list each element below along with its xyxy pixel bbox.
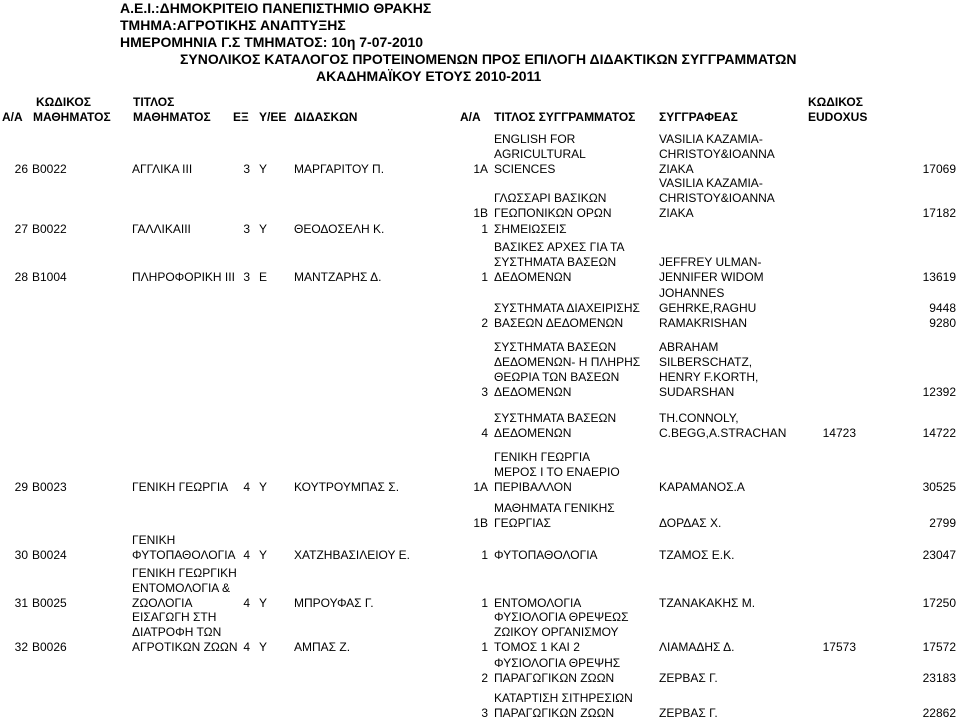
- course-type-line: Υ: [259, 222, 268, 236]
- course-title-line: ΦΥΤΟΠΑΘΟΛΟΓΙΑ: [132, 548, 236, 562]
- book-title-line: ΦΥΣΙΟΛΟΓΙΑ ΘΡΕΨΗΣ: [494, 656, 621, 670]
- book-title-line: ΣΥΣΤΗΜΑΤΑ ΒΑΣΕΩΝ: [494, 411, 617, 425]
- book-title-line: ΔΕΔΟΜΕΝΩΝ- Η ΠΛΗΡΗΣ: [494, 355, 641, 369]
- book-title-line: ΠΑΡΑΓΩΓΙΚΩΝ ΖΩΩΝ: [494, 706, 615, 720]
- teacher-name: [294, 596, 444, 611]
- book-title-line: ΔΕΔΟΜΕΝΩΝ: [494, 385, 572, 399]
- row-number-line: 29: [14, 480, 28, 494]
- course-title-line: ΠΛΗΡΟΦΟΡΙΚΗ ΙΙΙ: [132, 270, 235, 284]
- course-code-line: Β0022: [32, 162, 67, 176]
- document-title: ΣΥΝΟΛΙΚΟΣ ΚΑΤΑΛΟΓΟΣ ΠΡΟΤΕΙΝΟΜΕΝΩΝ ΠΡΟΣ ΕΠΙΛΟΓΗ ΔΙΔΑΚΤΙΚΩΝ ΣΥΓΓΡΑΜΜΑΤΩΝ: [180, 51, 797, 67]
- course-type: [259, 270, 287, 285]
- book-title-line: ΠΕΡΙΒΑΛΛΟΝ: [494, 480, 572, 494]
- book-title: [494, 596, 656, 611]
- book-authors-line: VASILIA KAZAMIA-: [659, 132, 763, 146]
- book-title-line: ΒΑΣΕΩΝ ΔΕΔΟΜΕΝΩΝ: [494, 316, 624, 330]
- book-authors-line: JEFFREY ULMAN-: [659, 255, 762, 269]
- eudoxus-code-line: 14722: [922, 426, 956, 440]
- teacher-name-line: ΘΕΟΔΟΣΕΛΗ Κ.: [294, 222, 385, 236]
- teacher-name-line: ΧΑΤΖΗΒΑΣΙΛΕΙΟΥ Ε.: [294, 548, 410, 562]
- book-authors: [659, 176, 799, 221]
- academic-year: ΑΚΑΔΗΜΑΪΚΟΥ ΕΤΟΥΣ 2010-2011: [316, 68, 542, 84]
- eudoxus-code: [856, 162, 956, 177]
- book-authors-line: ΤΖΑΝΑΚΑΚΗΣ Μ.: [659, 596, 756, 610]
- book-title-line: ΓΕΩΠΟΝΙΚΩΝ ΟΡΩΝ: [494, 206, 612, 220]
- eudoxus-code: [856, 270, 956, 285]
- row-number-line: 32: [14, 640, 28, 654]
- book-authors: [659, 340, 799, 400]
- course-code: [32, 596, 122, 611]
- book-title-line: ΖΩΙΚΟΥ ΟΡΓΑΝΙΣΜΟΥ: [494, 625, 619, 639]
- book-title-line: ΓΕΩΡΓΙΑΣ: [494, 516, 551, 530]
- book-title-line: ΣΥΣΤΗΜΑΤΑ ΔΙΑΧΕΙΡΙΣΗΣ: [494, 301, 640, 315]
- course-title: [132, 610, 238, 655]
- book-title-line: ΦΥΣΙΟΛΟΓΙΑ ΘΡΕΨΕΩΣ: [494, 610, 629, 624]
- book-title-line: ΚΑΤΑΡΤΙΣΗ ΣΙΤΗΡΕΣΙΩΝ: [494, 691, 633, 705]
- row-number: [0, 270, 28, 285]
- semester-line: 4: [243, 548, 250, 562]
- book-title: [494, 240, 656, 285]
- eudoxus-code-line: 22862: [922, 706, 956, 720]
- col-title-line1: ΤΙΤΛΟΣ: [133, 95, 175, 109]
- eudoxus-code: [856, 426, 956, 441]
- book-authors-line: ΚΑΡΑΜΑΝΟΣ.Α: [659, 480, 745, 494]
- book-authors-line: GEHRKE,RAGHU: [659, 301, 757, 315]
- course-code: [32, 640, 122, 655]
- book-title-line: ΜΑΘΗΜΑΤΑ ΓΕΝΙΚΗΣ: [494, 501, 615, 515]
- semester-line: 4: [243, 480, 250, 494]
- book-number-line: 1Α: [473, 162, 488, 176]
- book-authors-line: HENRY F.KORTH,: [659, 370, 759, 384]
- book-authors: [659, 411, 799, 441]
- semester-line: 3: [243, 270, 250, 284]
- course-title-line: ΓΕΝΙΚΗ ΓΕΩΡΓΙΑ: [132, 480, 229, 494]
- book-authors-line: JOHANNES: [659, 286, 725, 300]
- course-title-line: ΓΕΝΙΚΗ ΓΕΩΡΓΙΚΗ: [132, 566, 237, 580]
- book-number: [446, 426, 488, 441]
- col-ex: ΕΞ: [233, 110, 249, 124]
- course-type-line: Ε: [259, 270, 268, 284]
- book-title-line: ENGLISH FOR: [494, 132, 576, 146]
- eudoxus-code-line: 2799: [929, 516, 956, 530]
- col-eudoxus-line1: ΚΩΔΙΚΟΣ: [808, 95, 863, 109]
- book-title-line: ΓΛΩΣΣΑΡΙ ΒΑΣΙΚΩΝ: [494, 191, 607, 205]
- teacher-name: [294, 222, 444, 237]
- teacher-name: [294, 270, 444, 285]
- book-title: [494, 340, 656, 400]
- book-title-line: ΠΑΡΑΓΩΓΙΚΩΝ ΖΩΩΝ: [494, 671, 615, 685]
- book-title-line: ΒΑΣΙΚΕΣ ΑΡΧΕΣ ΓΙΑ ΤΑ: [494, 240, 625, 254]
- semester-line: 3: [243, 162, 250, 176]
- eudoxus-code: [856, 706, 956, 721]
- book-authors: [659, 132, 799, 177]
- row-number-line: 27: [14, 222, 28, 236]
- teacher-name: [294, 480, 444, 495]
- book-authors: [659, 480, 799, 495]
- book-title: [494, 691, 656, 721]
- book-authors: [659, 516, 799, 531]
- book-title-line: ΜΕΡΟΣ Ι ΤΟ ΕΝΑΕΡΙΟ: [494, 465, 620, 479]
- book-authors-line: TH.CONNOLY,: [659, 411, 739, 425]
- book-number: [446, 480, 488, 495]
- semester: [232, 640, 250, 655]
- course-title-line: ΓΑΛΛΙΚΑΙΙΙ: [132, 222, 191, 236]
- book-title-line: AGRICULTURAL: [494, 147, 586, 161]
- teacher-name: [294, 162, 444, 177]
- course-title-line: ΓΕΝΙΚΗ: [132, 533, 176, 547]
- semester: [232, 162, 250, 177]
- book-authors-line: ABRAHAM: [659, 340, 719, 354]
- row-number: [0, 162, 28, 177]
- book-number-line: 1Β: [473, 206, 488, 220]
- course-title: [132, 533, 236, 563]
- book-title-line: ΣΗΜΕΙΩΣΕΙΣ: [494, 222, 567, 236]
- teacher-name: [294, 640, 444, 655]
- book-number-line: 3: [481, 706, 488, 720]
- course-code-line: Β0024: [32, 548, 67, 562]
- book-number: [446, 162, 488, 177]
- eudoxus-code-line: 17572: [922, 640, 956, 654]
- book-number-line: 1: [481, 640, 488, 654]
- teacher-name-line: ΜΑΡΓΑΡΙΤΟΥ Π.: [294, 162, 385, 176]
- book-title: [494, 656, 656, 686]
- book-number: [446, 596, 488, 611]
- book-authors-line: VASILIA KAZAMIA-: [659, 176, 763, 190]
- row-number-line: 30: [14, 548, 28, 562]
- eudoxus-code-line: 17182: [922, 206, 956, 220]
- col-aa: Α/Α: [2, 110, 23, 124]
- book-number: [446, 206, 488, 221]
- eudoxus-code: [856, 640, 956, 655]
- course-type-line: Υ: [259, 480, 268, 494]
- course-code: [32, 548, 122, 563]
- eudoxus-code-alt-line: 14723: [822, 426, 856, 440]
- book-authors-line: ΔΟΡΔΑΣ Χ.: [659, 516, 722, 530]
- course-code: [32, 162, 122, 177]
- book-authors: [659, 286, 799, 331]
- book-title-line: ΘΕΩΡΙΑ ΤΩΝ ΒΑΣΕΩΝ: [494, 370, 620, 384]
- book-authors-line: ΖΕΡΒΑΣ Γ.: [659, 706, 718, 720]
- course-type: [259, 480, 287, 495]
- book-title: [494, 610, 656, 655]
- book-authors-line: CHRISTOY&IOANNA: [659, 191, 775, 205]
- book-authors-line: C.BEGG,A.STRACHAN: [659, 426, 787, 440]
- course-code: [32, 270, 122, 285]
- col-title-line2: ΜΑΘΗΜΑΤΟΣ: [133, 110, 211, 124]
- semester: [232, 222, 250, 237]
- book-authors-line: RAMAKRISHAN: [659, 316, 748, 330]
- book-title-line: ΤΟΜΟΣ 1 ΚΑΙ 2: [494, 640, 580, 654]
- book-number-line: 2: [481, 316, 488, 330]
- book-title: [494, 501, 656, 531]
- book-title-line: ΣΥΣΤΗΜΑΤΑ ΒΑΣΕΩΝ: [494, 255, 617, 269]
- book-authors-line: SUDARSHAN: [659, 385, 735, 399]
- book-authors-line: JENNIFER WIDOM: [659, 270, 764, 284]
- book-authors: [659, 548, 799, 563]
- col-code-line1: ΚΩΔΙΚΟΣ: [36, 95, 91, 109]
- book-title-line: SCIENCES: [494, 162, 556, 176]
- course-title-line: ΖΩΟΛΟΓΙΑ: [132, 596, 193, 610]
- semester: [232, 596, 250, 611]
- eudoxus-code-line: 13619: [922, 270, 956, 284]
- eudoxus-code-line: 30525: [922, 480, 956, 494]
- row-number: [0, 548, 28, 563]
- eudoxus-code-line: 12392: [922, 385, 956, 399]
- book-authors-line: ZIAKA: [659, 162, 694, 176]
- eudoxus-code-line: 17069: [922, 162, 956, 176]
- book-number: [446, 548, 488, 563]
- teacher-name: [294, 548, 444, 563]
- book-authors-line: ΤΖΑΜΟΣ Ε.Κ.: [659, 548, 735, 562]
- course-title: [132, 162, 232, 177]
- book-title-line: ΕΝΤΟΜΟΛΟΓΙΑ: [494, 596, 582, 610]
- book-authors: [659, 706, 799, 721]
- eudoxus-code: [856, 671, 956, 686]
- course-title-line: ΑΓΡΟΤΙΚΩΝ ΖΩΩΝ: [132, 640, 238, 654]
- row-number: [0, 640, 28, 655]
- col-teachers: ΔΙΔΑΣΚΩΝ: [294, 110, 358, 124]
- book-authors-line: SILBERSCHATZ,: [659, 355, 753, 369]
- book-authors-line: CHRISTOY&IOANNA: [659, 147, 775, 161]
- book-number-line: 3: [481, 385, 488, 399]
- book-number: [446, 316, 488, 331]
- eudoxus-code: [856, 596, 956, 611]
- eudoxus-code-line: 9448: [929, 301, 956, 315]
- book-number: [446, 671, 488, 686]
- eudoxus-code-line: 23183: [922, 671, 956, 685]
- eudoxus-code: [856, 548, 956, 563]
- book-title: [494, 191, 656, 221]
- book-number-line: 1: [481, 548, 488, 562]
- book-title-line: ΦΥΤΟΠΑΘΟΛΟΓΙΑ: [494, 548, 598, 562]
- book-number-line: 4: [481, 426, 488, 440]
- book-number: [446, 640, 488, 655]
- col-book: ΤΙΤΛΟΣ ΣΥΓΓΡΑΜΜΑΤΟΣ: [494, 110, 636, 124]
- book-title-line: ΔΕΔΟΜΕΝΩΝ: [494, 426, 572, 440]
- eudoxus-code-alt-line: 17573: [822, 640, 856, 654]
- book-number-line: 1: [481, 222, 488, 236]
- book-authors: [659, 640, 799, 655]
- row-number: [0, 480, 28, 495]
- row-number-line: 26: [14, 162, 28, 176]
- eudoxus-code: [856, 385, 956, 400]
- department-title: ΤΜΗΜΑ:ΑΓΡΟΤΙΚΗΣ ΑΝΑΠΤΥΞΗΣ: [120, 17, 346, 33]
- eudoxus-code-alt: [800, 426, 856, 441]
- book-number-line: 1: [481, 270, 488, 284]
- book-authors: [659, 671, 799, 686]
- course-type-line: Υ: [259, 596, 268, 610]
- eudoxus-code-line: 9280: [929, 316, 956, 330]
- semester-line: 4: [243, 596, 250, 610]
- book-title-line: ΓΕΝΙΚΗ ΓΕΩΡΓΙΑ: [494, 450, 591, 464]
- book-number: [446, 270, 488, 285]
- semester: [232, 480, 250, 495]
- eudoxus-code-line: 17250: [922, 596, 956, 610]
- book-number: [446, 516, 488, 531]
- book-number-line: 1: [481, 596, 488, 610]
- course-type-line: Υ: [259, 162, 268, 176]
- book-title: [494, 301, 656, 331]
- row-number-line: 31: [14, 596, 28, 610]
- semester: [232, 548, 250, 563]
- course-type-line: Υ: [259, 640, 268, 654]
- course-type: [259, 222, 287, 237]
- book-number: [446, 222, 488, 237]
- course-title: [132, 566, 237, 611]
- book-authors-line: ΖΕΡΒΑΣ Γ.: [659, 671, 718, 685]
- semester: [232, 270, 250, 285]
- course-type: [259, 548, 287, 563]
- semester-line: 3: [243, 222, 250, 236]
- book-authors-line: ZIAKA: [659, 206, 694, 220]
- col-code-line2: ΜΑΘΗΜΑΤΟΣ: [33, 110, 111, 124]
- course-title: [132, 270, 235, 285]
- meeting-date: ΗΜΕΡΟΜΗΝΙΑ Γ.Σ ΤΜΗΜΑΤΟΣ: 10η 7-07-2010: [120, 34, 424, 50]
- row-number: [0, 222, 28, 237]
- course-type-line: Υ: [259, 548, 268, 562]
- course-code-line: Β1004: [32, 270, 67, 284]
- row-number-line: 28: [14, 270, 28, 284]
- eudoxus-code: [856, 301, 956, 331]
- book-authors-line: ΛΙΑΜΑΔΗΣ Δ.: [659, 640, 735, 654]
- course-code-line: Β0026: [32, 640, 67, 654]
- book-authors: [659, 255, 799, 285]
- book-number: [446, 385, 488, 400]
- col-authors: ΣΥΓΓΡΑΦΕΑΣ: [659, 110, 738, 124]
- book-number-line: 1Β: [473, 516, 488, 530]
- teacher-name-line: ΑΜΠΑΣ Ζ.: [294, 640, 351, 654]
- university-title: Α.Ε.Ι.:ΔΗΜΟΚΡΙΤΕΙΟ ΠΑΝΕΠΙΣΤΗΜΙΟ ΘΡΑΚΗΣ: [120, 0, 432, 16]
- course-code: [32, 222, 122, 237]
- course-type: [259, 162, 287, 177]
- course-title-line: ΕΝΤΟΜΟΛΟΓΙΑ &: [132, 581, 230, 595]
- course-title: [132, 480, 232, 495]
- course-title-line: ΑΓΓΛΙΚΑ ΙΙΙ: [132, 162, 193, 176]
- book-title-line: ΣΥΣΤΗΜΑΤΑ ΒΑΣΕΩΝ: [494, 340, 617, 354]
- course-code: [32, 480, 122, 495]
- course-title-line: ΕΙΣΑΓΩΓΗ ΣΤΗ: [132, 610, 217, 624]
- book-number-line: 1Α: [473, 480, 488, 494]
- col-type: Υ/ΕΕ: [259, 110, 287, 124]
- course-code-line: Β0023: [32, 480, 67, 494]
- teacher-name-line: ΚΟΥΤΡΟΥΜΠΑΣ Σ.: [294, 480, 400, 494]
- course-code-line: Β0022: [32, 222, 67, 236]
- book-title: [494, 132, 656, 177]
- col-eudoxus-line2: EUDOXUS: [808, 110, 868, 124]
- semester-line: 4: [243, 640, 250, 654]
- eudoxus-code-alt: [800, 640, 856, 655]
- book-title: [494, 411, 656, 441]
- book-title: [494, 222, 656, 237]
- book-title: [494, 548, 656, 563]
- course-title-line: ΔΙΑΤΡΟΦΗ ΤΩΝ: [132, 625, 222, 639]
- eudoxus-code-line: 23047: [922, 548, 956, 562]
- teacher-name-line: ΜΑΝΤΖΑΡΗΣ Δ.: [294, 270, 382, 284]
- eudoxus-code: [856, 480, 956, 495]
- teacher-name-line: ΜΠΡΟΥΦΑΣ Γ.: [294, 596, 374, 610]
- eudoxus-code: [856, 206, 956, 221]
- book-title-line: ΔΕΔΟΜΕΝΩΝ: [494, 270, 572, 284]
- col-aa2: Α/Α: [460, 110, 481, 124]
- book-number: [446, 706, 488, 721]
- book-title: [494, 450, 656, 495]
- course-type: [259, 640, 287, 655]
- book-number-line: 2: [481, 671, 488, 685]
- course-code-line: Β0025: [32, 596, 67, 610]
- book-authors: [659, 596, 799, 611]
- course-type: [259, 596, 287, 611]
- eudoxus-code: [856, 516, 956, 531]
- row-number: [0, 596, 28, 611]
- course-title: [132, 222, 232, 237]
